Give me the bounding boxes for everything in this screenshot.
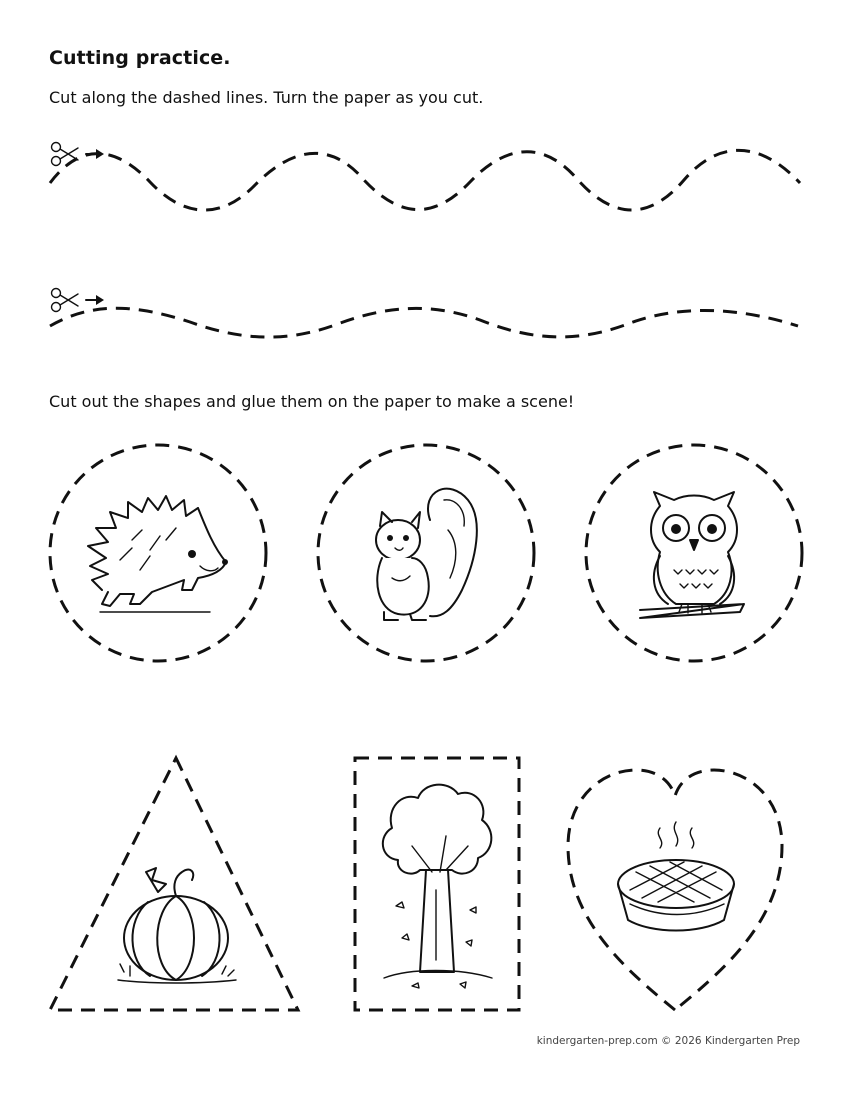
cutting-line-gentle-wave[interactable] bbox=[50, 308, 798, 337]
cutout-circle-hedgehog[interactable] bbox=[50, 445, 266, 661]
cutout-circle-squirrel[interactable] bbox=[318, 445, 534, 661]
instruction-cut-lines: Cut along the dashed lines. Turn the paper as you cut. bbox=[49, 88, 484, 107]
tree-icon bbox=[383, 785, 492, 988]
owl-icon bbox=[640, 492, 744, 618]
squirrel-icon bbox=[376, 489, 477, 620]
scissors-icon bbox=[52, 143, 79, 166]
arrow-right-icon bbox=[86, 295, 104, 305]
instruction-cut-shapes: Cut out the shapes and glue them on the paper to make a scene! bbox=[49, 392, 575, 411]
footer-copyright: kindergarten-prep.com © 2026 Kindergarten Prep bbox=[536, 1035, 800, 1047]
scissors-icon bbox=[52, 289, 79, 312]
cutting-line-wavy[interactable] bbox=[50, 150, 800, 210]
hedgehog-icon bbox=[88, 496, 228, 612]
pie-icon bbox=[618, 822, 734, 931]
arrow-right-icon bbox=[86, 149, 104, 159]
cutout-heart-pie[interactable] bbox=[568, 770, 782, 1010]
page-title: Cutting practice. bbox=[49, 47, 231, 69]
cutout-circle-owl[interactable] bbox=[586, 445, 802, 661]
cutout-rectangle-tree[interactable] bbox=[355, 758, 519, 1010]
pumpkin-icon bbox=[118, 868, 236, 983]
cutout-triangle-pumpkin[interactable] bbox=[50, 758, 298, 1010]
